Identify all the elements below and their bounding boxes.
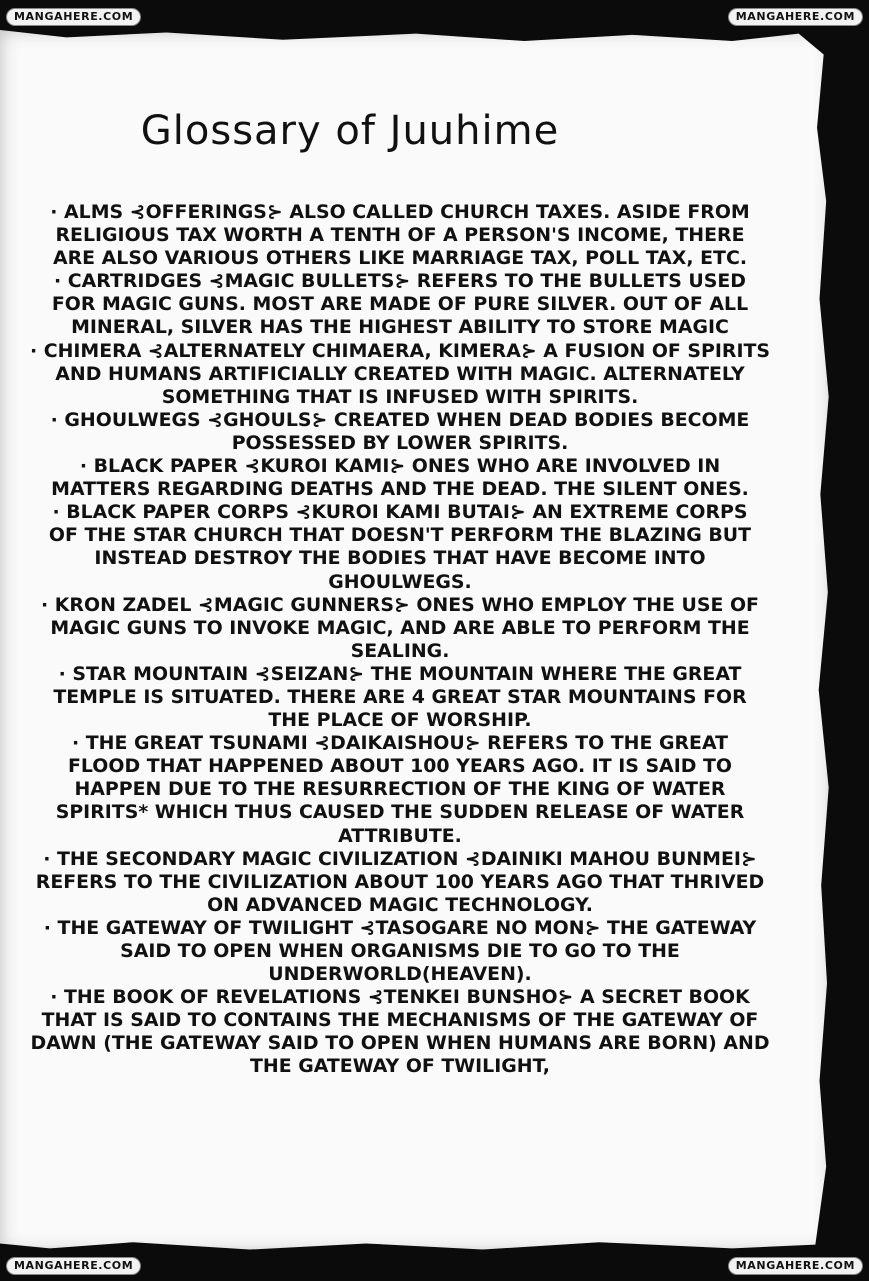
glossary-line: · THE GATEWAY OF TWILIGHT ⊰TASOGARE NO MON⊱ THE GATEWAY [43, 916, 757, 939]
glossary-line: · KRON ZADEL ⊰MAGIC GUNNERS⊱ ONES WHO EMPLOY THE USE OF [41, 593, 759, 616]
glossary-line: MINERAL, SILVER HAS THE HIGHEST ABILITY TO STORE MAGIC [71, 316, 729, 339]
glossary-line: SOMETHING THAT IS INFUSED WITH SPIRITS. [161, 385, 639, 408]
glossary-line: MAGIC GUNS TO INVOKE MAGIC, AND ARE ABLE TO PERFORM THE [50, 616, 750, 639]
glossary-line: THAT IS SAID TO CONTAINS THE MECHANISMS OF THE GATEWAY OF [41, 1009, 759, 1032]
glossary-line: INSTEAD DESTROY THE BODIES THAT HAVE BECOME INTO [94, 547, 706, 570]
glossary-line: GHOULWEGS. [328, 570, 472, 593]
glossary-line: HAPPEN DUE TO THE RESURRECTION OF THE KING OF WATER [74, 778, 726, 801]
page-title: Glossary of Juuhime [140, 108, 560, 154]
glossary-line: · CHIMERA ⊰ALTERNATELY CHIMAERA, KIMERA⊱ A FUSION OF SPIRITS [29, 339, 771, 362]
glossary-line: · THE BOOK OF REVELATIONS ⊰TENKEI BUNSHO⊱ A SECRET BOOK [50, 986, 750, 1009]
glossary-line: · GHOULWEGS ⊰GHOULS⊱ CREATED WHEN DEAD BODIES BECOME [50, 408, 750, 431]
glossary-line: · BLACK PAPER CORPS ⊰KUROI KAMI BUTAI⊱ AN EXTREME CORPS [52, 501, 748, 524]
glossary-line: ON ADVANCED MAGIC TECHNOLOGY. [207, 893, 593, 916]
glossary-line: · BLACK PAPER ⊰KUROI KAMI⊱ ONES WHO ARE INVOLVED IN [79, 455, 721, 478]
glossary-line: ARE ALSO VARIOUS OTHERS LIKE MARRIAGE TAX, POLL TAX, ETC. [52, 247, 748, 270]
glossary-line: THE PLACE OF WORSHIP. [268, 709, 532, 732]
glossary-line: ATTRIBUTE. [338, 824, 462, 847]
watermark-top-right[interactable]: MANGAHERE.COM [728, 8, 863, 26]
glossary-line: RELIGIOUS TAX WORTH A TENTH OF A PERSON'S INCOME, THERE [55, 224, 745, 247]
glossary-line: SPIRITS* WHICH THUS CAUSED THE SUDDEN RELEASE OF WATER [55, 801, 745, 824]
glossary-line: REFERS TO THE CIVILIZATION ABOUT 100 YEARS AGO THAT THRIVED [35, 870, 765, 893]
watermark-bottom-right[interactable]: MANGAHERE.COM [728, 1257, 863, 1275]
glossary-line: AND HUMANS ARTIFICIALLY CREATED WITH MAGIC. ALTERNATELY [55, 362, 745, 385]
glossary-line: FOR MAGIC GUNS. MOST ARE MADE OF PURE SILVER. OUT OF ALL [51, 293, 749, 316]
glossary-line: TEMPLE IS SITUATED. THERE ARE 4 GREAT STAR MOUNTAINS FOR [53, 685, 747, 708]
glossary-line: SAID TO OPEN WHEN ORGANISMS DIE TO GO TO THE [120, 940, 680, 962]
glossary-line: · ALMS ⊰OFFERINGS⊱ ALSO CALLED CHURCH TAXES. ASIDE FROM [50, 201, 750, 223]
glossary-line: THE GATEWAY OF TWILIGHT, [250, 1055, 550, 1078]
glossary-line: UNDERWORLD(HEAVEN). [268, 963, 532, 986]
glossary-line: · THE SECONDARY MAGIC CIVILIZATION ⊰DAINIKI MAHOU BUNMEI⊱ [43, 847, 757, 870]
glossary-line: POSSESSED BY LOWER SPIRITS. [231, 431, 569, 454]
glossary-line: · STAR MOUNTAIN ⊰SEIZAN⊱ THE MOUNTAIN WHERE THE GREAT [58, 662, 742, 685]
glossary-text [0, 201, 800, 1079]
watermark-top-left[interactable]: MANGAHERE.COM [6, 8, 141, 26]
glossary-line: · THE GREAT TSUNAMI ⊰DAIKAISHOU⊱ REFERS TO THE GREAT [71, 732, 729, 755]
glossary-line: FLOOD THAT HAPPENED ABOUT 100 YEARS AGO. IT IS SAID TO [68, 755, 732, 778]
glossary-line: SEALING. [350, 639, 450, 662]
glossary-line: MATTERS REGARDING DEATHS AND THE DEAD. THE SILENT ONES. [51, 478, 749, 501]
glossary-line: OF THE STAR CHURCH THAT DOESN'T PERFORM THE BLAZING BUT [48, 524, 752, 547]
glossary-line: · CARTRIDGES ⊰MAGIC BULLETS⊱ REFERS TO THE BULLETS USED [53, 270, 747, 293]
watermark-bottom-left[interactable]: MANGAHERE.COM [6, 1257, 141, 1275]
glossary-line: DAWN (THE GATEWAY SAID TO OPEN WHEN HUMANS ARE BORN) AND [30, 1032, 770, 1055]
